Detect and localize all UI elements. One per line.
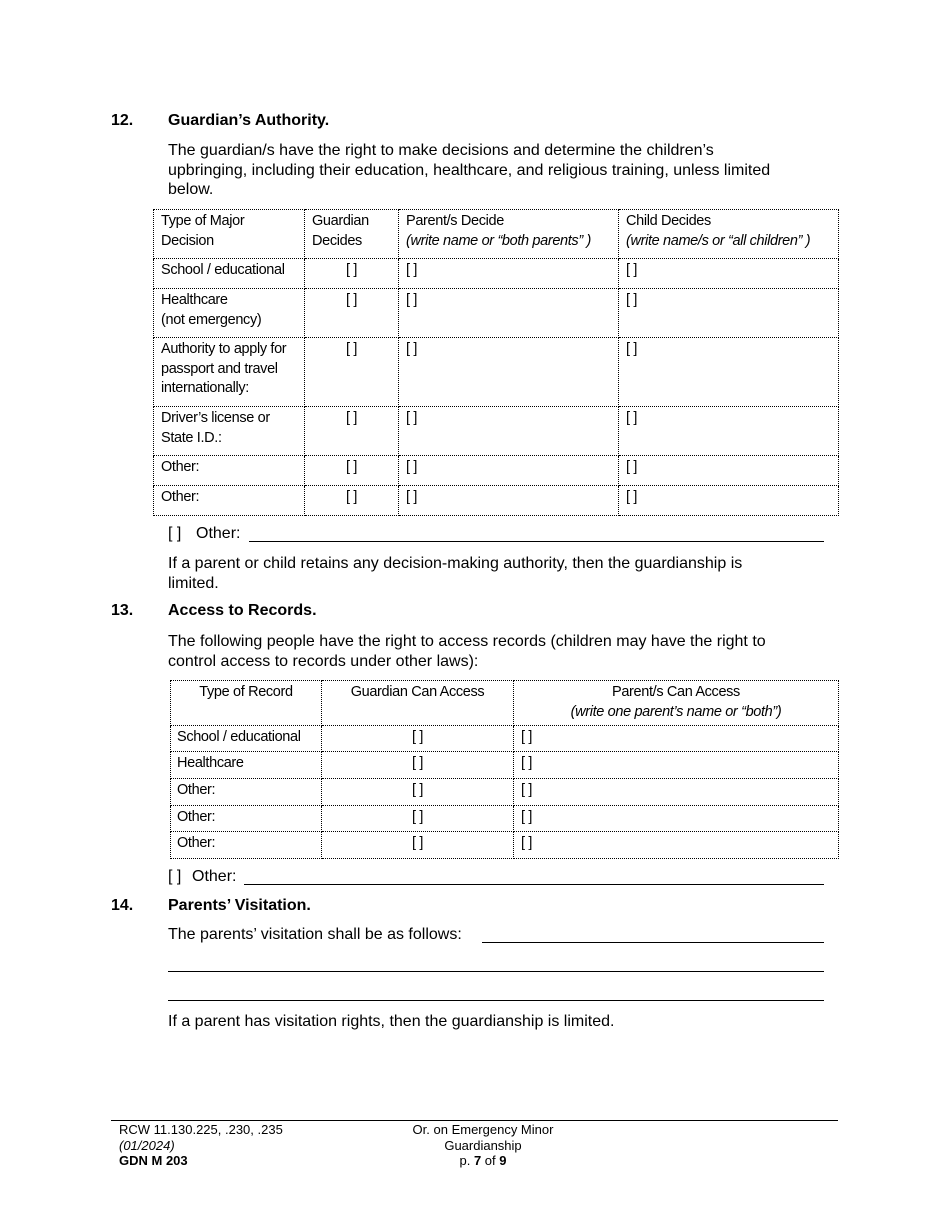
decision-type-cell — [154, 338, 305, 407]
section-12-number: 12. — [111, 112, 134, 129]
visitation-field[interactable] — [482, 942, 824, 943]
child-checkbox[interactable]: [ ] — [619, 486, 839, 516]
intro-line: upbringing, including their education, healthcare, and religious training, unless limited — [168, 161, 771, 179]
header-text: Type of Record — [199, 684, 293, 700]
table-row — [154, 456, 839, 486]
parent-access-checkbox[interactable]: [ ] — [514, 752, 839, 779]
footer-rcw: RCW 11.130.225, .230, .235 — [119, 1122, 283, 1137]
guardian-access-checkbox[interactable]: [ ] — [322, 726, 514, 752]
decision-type-cell — [154, 259, 305, 289]
header-parents-decide — [399, 210, 619, 259]
intro-line: The guardian/s have the right to make decisions and determine the children’s — [168, 142, 714, 159]
decision-type: (not emergency) — [161, 311, 262, 328]
header-child-decides — [619, 210, 839, 259]
record-type: Other: — [171, 779, 322, 806]
decision-type-cell — [154, 289, 305, 338]
table-row — [171, 726, 839, 752]
section-12-limited-note — [168, 554, 848, 593]
intro-line: The following people have the right to access records (children may have the right to — [168, 633, 766, 650]
footer-divider — [111, 1120, 838, 1121]
decision-type: Healthcare — [161, 292, 228, 308]
section-12-heading: Guardian’s Authority. — [168, 112, 330, 129]
header-type-of-decision — [154, 210, 305, 259]
header-parents-can-access — [514, 681, 839, 726]
parent-access-checkbox[interactable]: [ ] — [514, 832, 839, 859]
section-13-other-field[interactable] — [244, 884, 824, 885]
guardian-checkbox[interactable]: [ ] — [305, 259, 399, 289]
footer-form-id: GDN M 203 — [119, 1153, 188, 1168]
decision-type-cell — [154, 486, 305, 516]
footer-title: Or. on Emergency Minor — [412, 1122, 554, 1137]
table-row — [154, 407, 839, 456]
footer-left — [119, 1122, 283, 1169]
header-text: Guardian — [312, 213, 369, 229]
note-line: If a parent or child retains any decision-making authority, then the guardianship is — [168, 555, 743, 572]
child-checkbox[interactable]: [ ] — [619, 407, 839, 456]
footer-title: Guardianship — [444, 1137, 522, 1153]
parent-checkbox[interactable]: [ ] — [399, 456, 619, 486]
decision-type: Other: — [161, 489, 200, 505]
table-row — [154, 338, 839, 407]
table-row — [154, 289, 839, 338]
decision-type-cell — [154, 456, 305, 486]
header-guardian-can-access — [322, 681, 514, 726]
note-line: limited. — [168, 574, 219, 592]
header-text: Decision — [161, 232, 214, 249]
parent-access-checkbox[interactable]: [ ] — [514, 779, 839, 806]
section-12-other-field[interactable] — [249, 541, 824, 542]
guardian-checkbox[interactable]: [ ] — [305, 486, 399, 516]
page-current: 7 — [473, 1153, 482, 1168]
section-14-number: 14. — [111, 897, 134, 914]
decision-type: School / educational — [161, 262, 285, 278]
header-instruction: (write one parent’s name or “both”) — [570, 703, 782, 720]
decision-type: Authority to apply for — [161, 341, 287, 357]
table-header-row — [154, 210, 839, 259]
header-text: Guardian Can Access — [350, 684, 485, 700]
decision-type: Other: — [161, 459, 200, 475]
page-of: of — [481, 1153, 500, 1168]
parent-access-checkbox[interactable]: [ ] — [514, 726, 839, 752]
decision-type: Driver’s license or — [161, 410, 270, 426]
section-13-number: 13. — [111, 602, 134, 619]
guardian-checkbox[interactable]: [ ] — [305, 289, 399, 338]
header-guardian-decides — [305, 210, 399, 259]
section-13-intro — [168, 632, 848, 671]
child-checkbox[interactable]: [ ] — [619, 289, 839, 338]
parent-checkbox[interactable]: [ ] — [399, 259, 619, 289]
records-access-table — [170, 680, 839, 859]
header-instruction: (write name or “both parents” ) — [406, 232, 591, 249]
section-14-heading: Parents’ Visitation. — [168, 897, 311, 914]
header-text: Parent/s Decide — [406, 213, 504, 229]
page-prefix: p. — [459, 1153, 474, 1168]
child-checkbox[interactable]: [ ] — [619, 456, 839, 486]
guardian-access-checkbox[interactable]: [ ] — [322, 806, 514, 832]
visitation-field-line-3[interactable] — [168, 1000, 824, 1001]
major-decisions-table — [153, 209, 839, 516]
parent-checkbox[interactable]: [ ] — [399, 486, 619, 516]
decision-type: passport and travel — [161, 360, 278, 377]
table-row — [154, 259, 839, 289]
record-type: School / educational — [171, 726, 322, 752]
footer-date: (01/2024) — [119, 1137, 175, 1153]
decision-type-cell — [154, 407, 305, 456]
parent-checkbox[interactable]: [ ] — [399, 338, 619, 407]
parent-checkbox[interactable]: [ ] — [399, 407, 619, 456]
table-row — [171, 752, 839, 779]
guardian-access-checkbox[interactable]: [ ] — [322, 832, 514, 859]
intro-line: below. — [168, 181, 214, 198]
decision-type: State I.D.: — [161, 429, 222, 446]
guardian-checkbox[interactable]: [ ] — [305, 407, 399, 456]
header-text: Child Decides — [626, 213, 711, 229]
table-row — [171, 832, 839, 859]
header-type-of-record — [171, 681, 322, 726]
section-12-intro — [168, 141, 848, 200]
guardian-checkbox[interactable]: [ ] — [305, 456, 399, 486]
intro-line: control access to records under other laws): — [168, 652, 479, 670]
section-12-other-checkbox[interactable]: [ ] — [168, 525, 182, 542]
section-13-other-checkbox[interactable]: [ ] — [168, 868, 182, 885]
record-type: Healthcare — [171, 752, 322, 779]
decision-type: internationally: — [161, 380, 249, 396]
table-header-row — [171, 681, 839, 726]
table-row — [154, 486, 839, 516]
header-text: Decides — [312, 232, 362, 249]
visitation-label: The parents’ visitation shall be as follows: — [168, 926, 462, 943]
parent-checkbox[interactable]: [ ] — [399, 289, 619, 338]
section-13-other-label: Other: — [192, 868, 237, 885]
section-12-other-label: Other: — [196, 525, 241, 542]
parent-access-checkbox[interactable]: [ ] — [514, 806, 839, 832]
record-type: Other: — [171, 832, 322, 859]
table-row — [171, 806, 839, 832]
page-total: 9 — [499, 1153, 507, 1168]
section-13-heading: Access to Records. — [168, 602, 317, 619]
header-instruction: (write name/s or “all children” ) — [626, 232, 811, 249]
page-number — [393, 1153, 573, 1169]
child-checkbox[interactable]: [ ] — [619, 338, 839, 407]
footer-center — [393, 1122, 573, 1169]
table-row — [171, 779, 839, 806]
guardian-access-checkbox[interactable]: [ ] — [322, 752, 514, 779]
header-text: Type of Major — [161, 213, 245, 229]
visitation-limited-note: If a parent has visitation rights, then the guardianship is limited. — [168, 1013, 615, 1030]
header-text: Parent/s Can Access — [612, 684, 740, 700]
guardian-checkbox[interactable]: [ ] — [305, 338, 399, 407]
visitation-field-line-2[interactable] — [168, 971, 824, 972]
child-checkbox[interactable]: [ ] — [619, 259, 839, 289]
record-type: Other: — [171, 806, 322, 832]
guardian-access-checkbox[interactable]: [ ] — [322, 779, 514, 806]
